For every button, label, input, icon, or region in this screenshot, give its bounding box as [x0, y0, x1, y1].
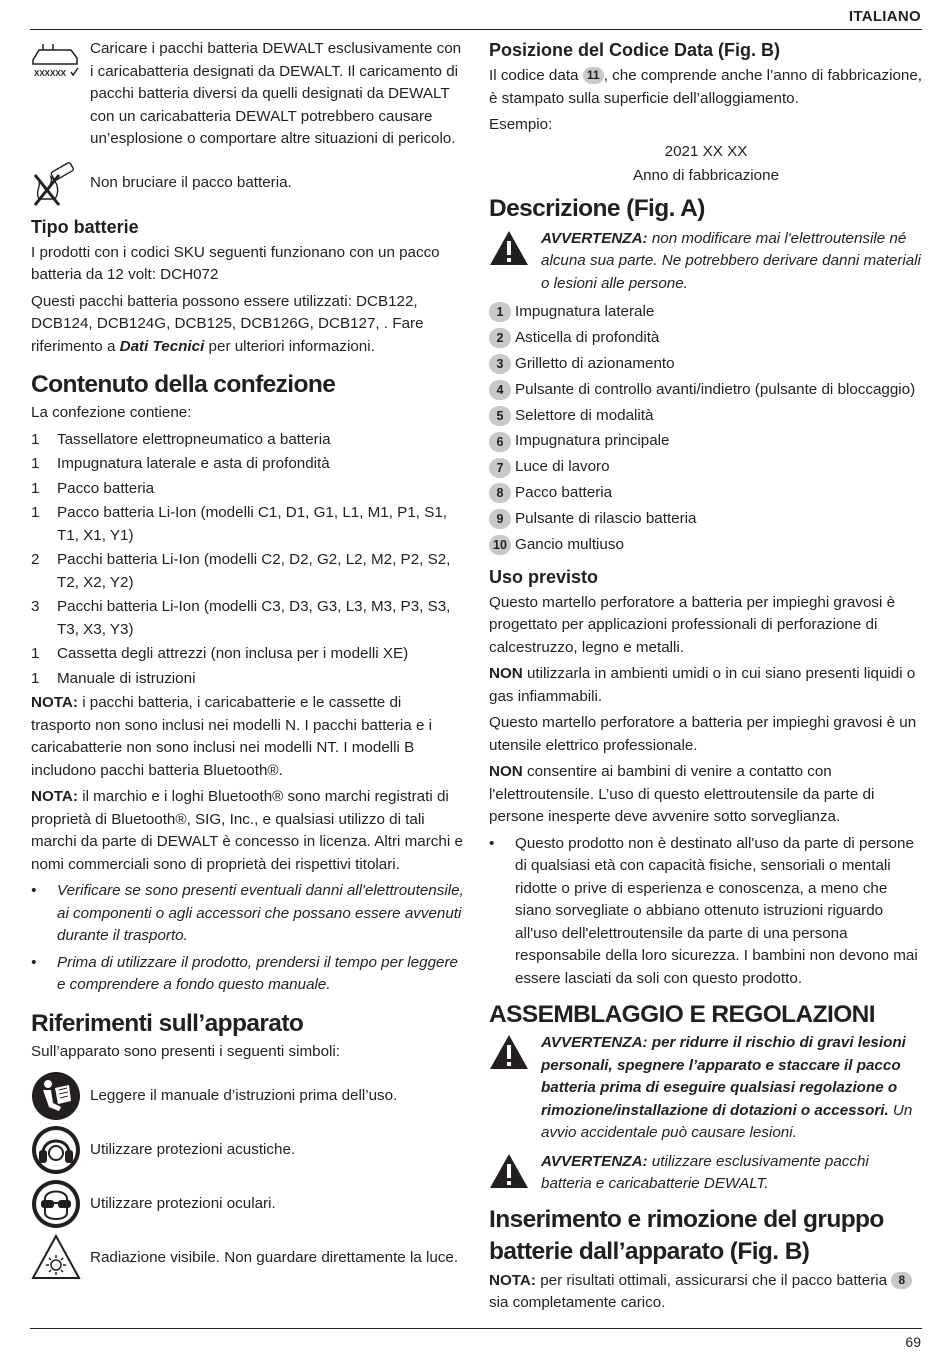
list-item: 5 Selettore di modalità: [489, 405, 923, 428]
example-label: Esempio:: [489, 116, 553, 133]
tech-data-ref: Dati Tecnici: [119, 337, 205, 355]
datecode-paragraph: Il codice data 11 , che comprende anche l’anno di fabbricazione, è stampato sulla superficie dell’alloggiamento.: [489, 67, 923, 107]
charger-warning-text: Caricare i pacchi batteria DEWALT esclusivamente con i caricabatteria designati da DEWALT. Il caricamento di pacchi batteria diversi da quelli designati da DEWALT con un caricabatteria DEWALT potrebbero causare un’esplosione o comportare altre situazioni di pericolo.: [90, 40, 462, 147]
symbol-row-ear: [31, 1125, 465, 1175]
parts-list: [489, 301, 923, 557]
symbol-text-manual: Leggere il manuale d’istruzioni prima dell’uso.: [90, 1086, 398, 1104]
header-rule: [30, 29, 922, 30]
example-caption: Anno di fabbricazione: [632, 167, 780, 184]
charger-icon: [31, 38, 81, 82]
list-item: 1 Cassetta degli attrezzi (non inclusa per i modelli XE): [31, 645, 409, 662]
list-item: 2 Pacchi batteria Li-Ion (modelli C2, D2, G2, L2, M2, P2, S2, T2, X2, Y2): [31, 551, 451, 591]
list-item: 1 Impugnatura laterale: [489, 301, 923, 324]
symbol-row-manual: [31, 1071, 465, 1121]
contents-list: [31, 429, 465, 691]
warning-icon: [489, 1153, 529, 1189]
assembly-warning-1: AVVERTENZA: per ridurre il rischio di gravi lesioni personali, spegnere l’apparato e staccare il pacco batteria prima di eseguire qualsiasi regolazione o rimozione/installazione di dotazioni o accessori. Un avvio accidentale può causare lesioni.: [489, 1032, 923, 1145]
list-item: 10 Gancio multiuso: [489, 534, 923, 557]
bullet-item: • Questo prodotto non è destinato all'uso da parte di persone di qualsiasi età con capacità fisiche, sensoriali o mentali ridotte o prive di esperienza e conoscenza, a meno che siano sorvegliate o abbiano ottenuto istruzioni riguardo all'uso dell'elettroutensile da parte di una persona responsabile della loro sicurezza. I bambini non devono mai essere lasciati da soli con questo prodotto.: [489, 834, 918, 987]
symbol-row-light: [31, 1233, 465, 1283]
symbol-text-ear: Utilizzare protezioni acustiche.: [90, 1140, 296, 1158]
battery-type-heading: Tipo batterie: [31, 216, 139, 237]
list-item: 1 Impugnatura laterale e asta di profondità: [31, 455, 330, 472]
bullet-item: • Prima di utilizzare il prodotto, prendersi il tempo per leggere e comprendere a fondo questo manuale.: [31, 953, 458, 993]
battery-type-p2: Questi pacchi batteria possono essere utilizzati: DCB122, DCB124, DCB124G, DCB125, DCB126G, DCB127, . Fare riferimento a Dati Tecnici per ulteriori informazioni.: [31, 292, 424, 355]
footer-rule: [30, 1328, 922, 1329]
visible-radiation-icon: [31, 1233, 81, 1283]
datecode-heading: Posizione del Codice Data (Fig. B): [489, 40, 781, 60]
left-column: [31, 38, 465, 1291]
list-item: 3 Pacchi batteria Li-Ion (modelli C3, D3, G3, L3, M3, P3, S3, T3, X3, Y3): [31, 598, 451, 638]
insert-remove-heading: Inserimento e rimozione del gruppo batterie dall’apparato (Fig. B): [489, 1205, 884, 1265]
list-item: 6 Impugnatura principale: [489, 430, 923, 453]
list-item: 2 Asticella di profondità: [489, 327, 923, 350]
ear-protection-icon: [31, 1125, 81, 1175]
example-code: 2021 XX XX: [664, 142, 748, 160]
right-column: [489, 38, 923, 1319]
symbol-text-eye: Utilizzare protezioni oculari.: [90, 1194, 276, 1212]
warning-icon: [489, 230, 529, 266]
no-fire-icon: [31, 161, 81, 207]
intended-use-heading: Uso previsto: [489, 566, 599, 587]
list-item: 1 Pacco batteria Li-Ion (modelli C1, D1, G1, L1, M1, P1, S1, T1, X1, Y1): [31, 504, 447, 544]
language-label: ITALIANO: [848, 8, 921, 25]
charger-warning-row: [31, 38, 465, 151]
warning-icon: [489, 1034, 529, 1070]
note-2: NOTA: il marchio e i loghi Bluetooth® sono marchi registrati di proprietà di Bluetooth®, SIG, Inc., e qualsiasi utilizzo di tali marchi da parte di DEWALT è concesso in licenza. Altri marchi e nomi commerciali sono di proprietà dei rispettivi titolari.: [31, 788, 463, 873]
list-item: 1 Tassellatore elettropneumatico a batteria: [31, 430, 331, 448]
figure-callout-badge: 8: [891, 1272, 912, 1289]
note-1: NOTA: i pacchi batteria, i caricabatterie e le cassette di trasporto non sono inclusi nei modelli N. I pacchi batteria e i caricabatterie non sono inclusi nei modelli NT. I modelli B includono pacchi batteria Bluetooth®.: [31, 694, 432, 779]
read-manual-icon: [31, 1071, 81, 1121]
contents-heading: Contenuto della confezione: [31, 371, 336, 398]
markings-heading: Riferimenti sull’apparato: [31, 1009, 304, 1037]
page-number: 69: [905, 1334, 921, 1350]
list-item: 8 Pacco batteria: [489, 482, 923, 505]
charger-icon-label: XXXXXX: [34, 69, 67, 78]
contents-intro: La confezione contiene:: [31, 404, 192, 421]
assembly-heading: ASSEMBLAGGIO E REGOLAZIONI: [489, 1001, 875, 1029]
list-item: 1 Manuale di istruzioni: [31, 669, 196, 687]
symbol-text-light: Radiazione visibile. Non guardare direttamente la luce.: [90, 1248, 459, 1266]
intended-use-p4: NON consentire ai bambini di venire a contatto con l'elettroutensile. L’uso di questo elettroutensile da parte di persone inesperte deve avvenire sotto sorveglianza.: [489, 763, 875, 826]
list-item: 9 Pulsante di rilascio batteria: [489, 508, 923, 531]
insert-note: NOTA: per risultati ottimali, assicurarsi che il pacco batteria 8 sia completamente carico.: [489, 1270, 923, 1315]
bullet-item: • Verificare se sono presenti eventuali danni all'elettroutensile, ai componenti o agli accessori che possano essere avvenuti durante il trasporto.: [31, 882, 464, 944]
no-burn-row: [31, 161, 465, 207]
list-item: 1 Pacco batteria: [31, 479, 155, 497]
no-burn-text: Non bruciare il pacco batteria.: [90, 174, 292, 192]
description-heading: Descrizione (Fig. A): [489, 194, 705, 222]
list-item: 3 Grilletto di azionamento: [489, 353, 923, 376]
battery-type-p1: I prodotti con i codici SKU seguenti funzionano con un pacco batteria da 12 volt: DCH072: [31, 243, 440, 283]
eye-protection-icon: [31, 1179, 81, 1229]
intended-use-p3: Questo martello perforatore a batteria per impieghi gravosi è un utensile elettrico professionale.: [489, 714, 917, 754]
list-item: 7 Luce di lavoro: [489, 456, 923, 479]
symbol-row-eye: [31, 1179, 465, 1229]
description-warning: AVVERTENZA: non modificare mai l'elettroutensile né alcuna sua parte. Ne potrebbero derivare danni materiali o lesioni alle persone.: [489, 228, 923, 296]
list-item: 4 Pulsante di controllo avanti/indietro (pulsante di bloccaggio): [489, 379, 923, 402]
intended-use-p2: NON utilizzarla in ambienti umidi o in cui siano presenti liquidi o gas infiammabili.: [489, 665, 916, 705]
intended-use-p1: Questo martello perforatore a batteria per impieghi gravosi è progettato per applicazioni professionali di perforazione di calcestruzzo, legno e metalli.: [489, 593, 896, 656]
assembly-warning-2: AVVERTENZA: utilizzare esclusivamente pacchi batteria e caricabatterie DEWALT.: [489, 1151, 923, 1196]
markings-intro: Sull’apparato sono presenti i seguenti simboli:: [31, 1042, 340, 1060]
figure-callout-badge: 11: [583, 67, 604, 84]
